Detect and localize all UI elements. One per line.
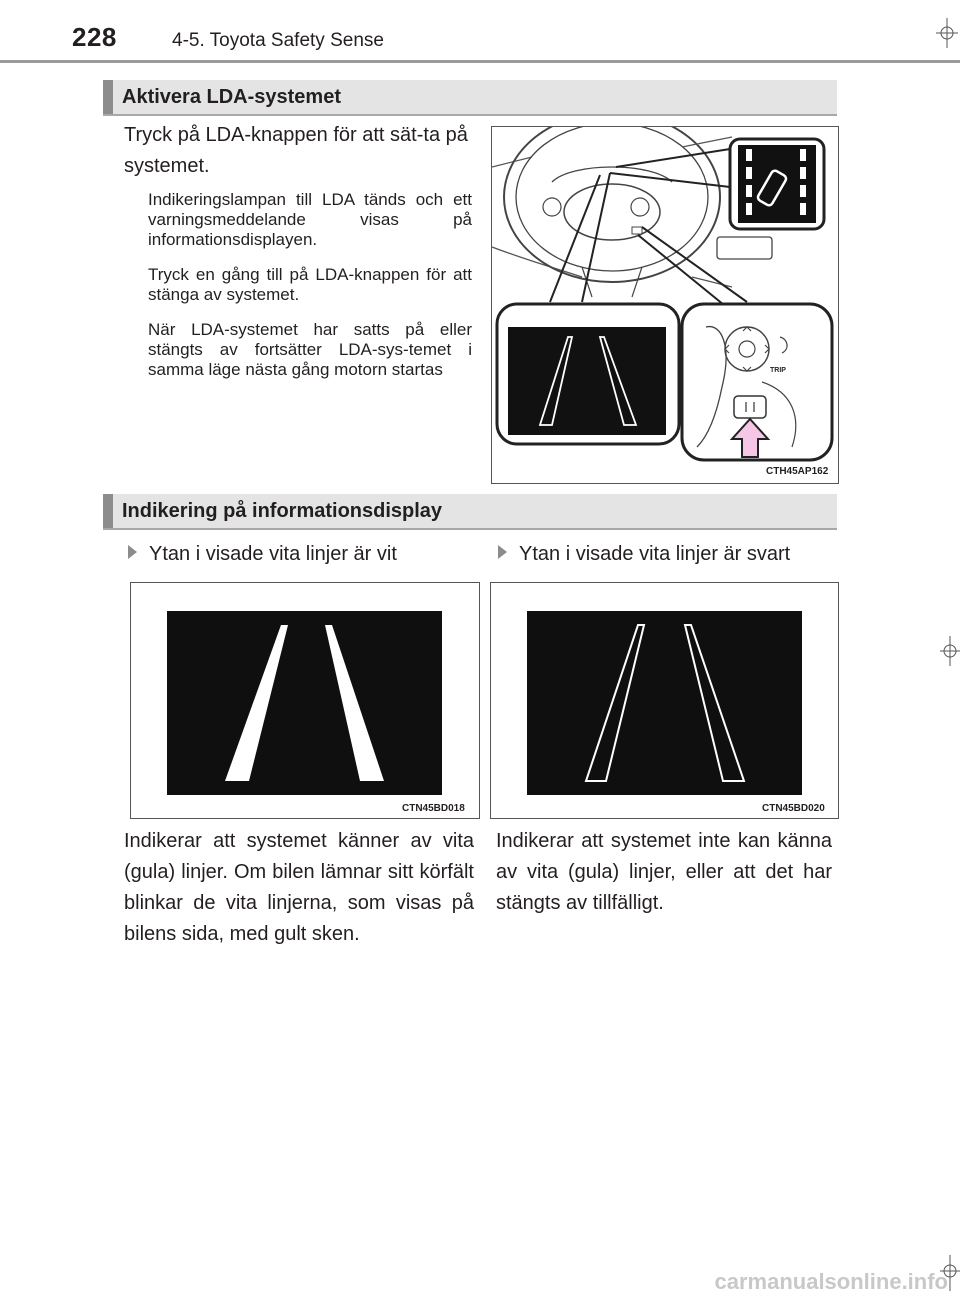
footer-watermark: carmanualsonline.info <box>714 1269 948 1294</box>
lead-instruction: Tryck på LDA-knappen för att sät-ta på systemet. <box>124 124 468 177</box>
running-head: 4-5. Toyota Safety Sense <box>172 30 384 51</box>
left-subheading <box>128 541 397 567</box>
crop-mark-top-right <box>936 18 958 48</box>
page-number: 228 <box>72 22 117 52</box>
figure-white-lines <box>130 582 480 819</box>
trip-button-label: TRIP <box>770 367 786 374</box>
figure-code: CTN45BD020 <box>762 803 825 814</box>
left-subheading-text: Ytan i visade vita linjer är vit <box>149 543 397 565</box>
lane-display-outline <box>491 583 838 818</box>
crop-mark-middle-right <box>940 636 960 666</box>
right-subheading-text: Ytan i visade vita linjer är svart <box>519 543 791 565</box>
section-heading-info-display: Indikering på informationsdisplay <box>103 494 837 528</box>
figure-code: CTN45BD018 <box>402 803 465 814</box>
figure-black-lines <box>490 582 839 819</box>
note-state-retained: När LDA-systemet har satts på eller stängts av fortsätter LDA-sys-temet i samma läge nästa gång motorn startas <box>148 320 472 379</box>
figure-code: CTH45AP162 <box>766 466 829 477</box>
section-rule <box>103 114 837 116</box>
lane-display-white <box>131 583 479 818</box>
figure-steering-wheel <box>491 126 839 484</box>
section-rule <box>103 528 837 530</box>
note-indicator-light: Indikeringslampan till LDA tänds och ett varningsmeddelande visas på informationsdisplayen. <box>148 190 472 249</box>
right-subheading <box>498 541 790 567</box>
bullet-triangle-icon <box>128 545 137 559</box>
steering-wheel-illustration <box>492 127 838 483</box>
bullet-triangle-icon <box>498 545 507 559</box>
header-rule <box>0 60 960 63</box>
note-press-again: Tryck en gång till på LDA-knappen för att stänga av systemet. <box>148 265 472 304</box>
left-description: Indikerar att systemet känner av vita (gula) linjer. Om bilen lämnar sitt körfält blinkar de vita linjerna, som visas på bilens sida, med gult sken. <box>124 830 474 945</box>
section-heading-activate-lda: Aktivera LDA-systemet <box>103 80 837 114</box>
right-description: Indikerar att systemet inte kan känna av vita (gula) linjer, eller att det har stängts av tillfälligt. <box>496 830 832 914</box>
